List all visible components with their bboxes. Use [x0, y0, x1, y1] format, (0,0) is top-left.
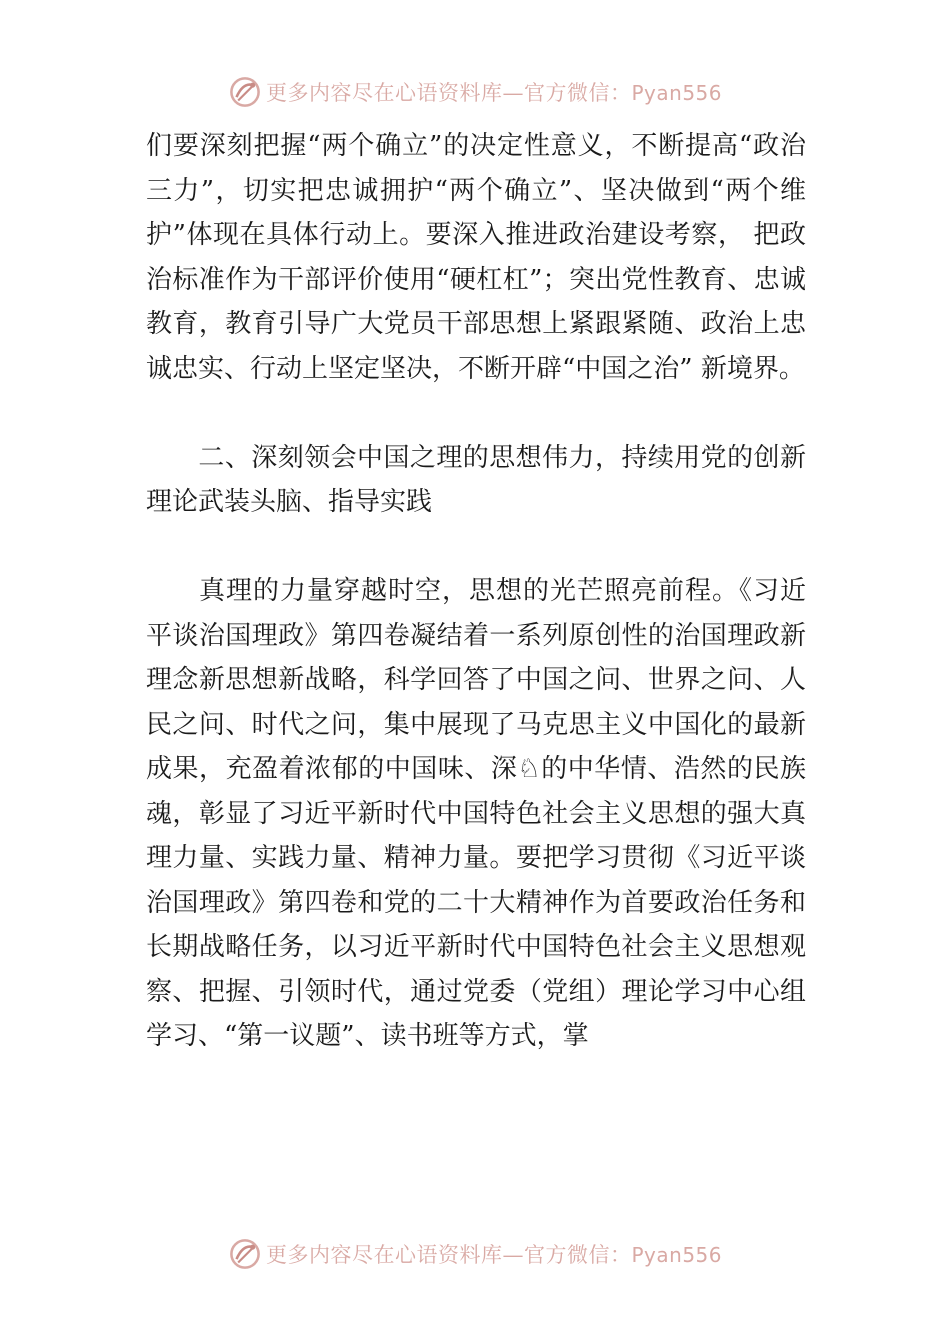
document-body: [146, 124, 806, 1059]
footer-watermark: [0, 1234, 950, 1274]
red-seal-logo-icon: [228, 75, 262, 109]
paragraph-body: 真理的力量穿越时空，思想的光芒照亮前程。《习近平谈治国理政》第四卷凝结着一系列原创性的治国理政新理念新思想新战略，科学回答了中国之问、世界之问、人民之问、时代之问，集中展现了马克思主义中国化的最新成果，充盈着浓郁的中国味、深♘的中华情、浩然的民族魂，彰显了习近平新时代中国特色社会主义思想的强大真理力量、实践力量、精神力量。要把学习贯彻《习近平谈治国理政》第四卷和党的二十大精神作为首要政治任务和长期战略任务，以习近平新时代中国特色社会主义思想观察、把握、引领时代，通过党委（党组）理论学习中心组学习、“第一议题”、读书班等方式，掌: [146, 576, 806, 1051]
paragraph-continued: 们要深刻把握“两个确立”的决定性意义，不断提高“政治三力”，切实把忠诚拥护“两个确立”、坚决做到“两个维护”体现在具体行动上。要深入推进政治建设考察， 把政治标准作为干部评价使用“硬杠杠”；突出党性教育、忠诚教育，教育引导广大党员干部思想上紧跟紧随、政治上忠诚忠实、行动上坚定坚决，不断开辟“中国之治” 新境界。: [146, 131, 806, 384]
red-seal-logo-icon: [228, 1237, 262, 1271]
watermark-text: 更多内容尽在心语资料库—官方微信：Pyan556: [265, 81, 722, 105]
watermark-text: 更多内容尽在心语资料库—官方微信：Pyan556: [265, 1243, 722, 1267]
section-heading: 二、深刻领会中国之理的思想伟力，持续用党的创新理论武装头脑、指导实践: [146, 442, 806, 517]
header-watermark: [0, 72, 950, 112]
